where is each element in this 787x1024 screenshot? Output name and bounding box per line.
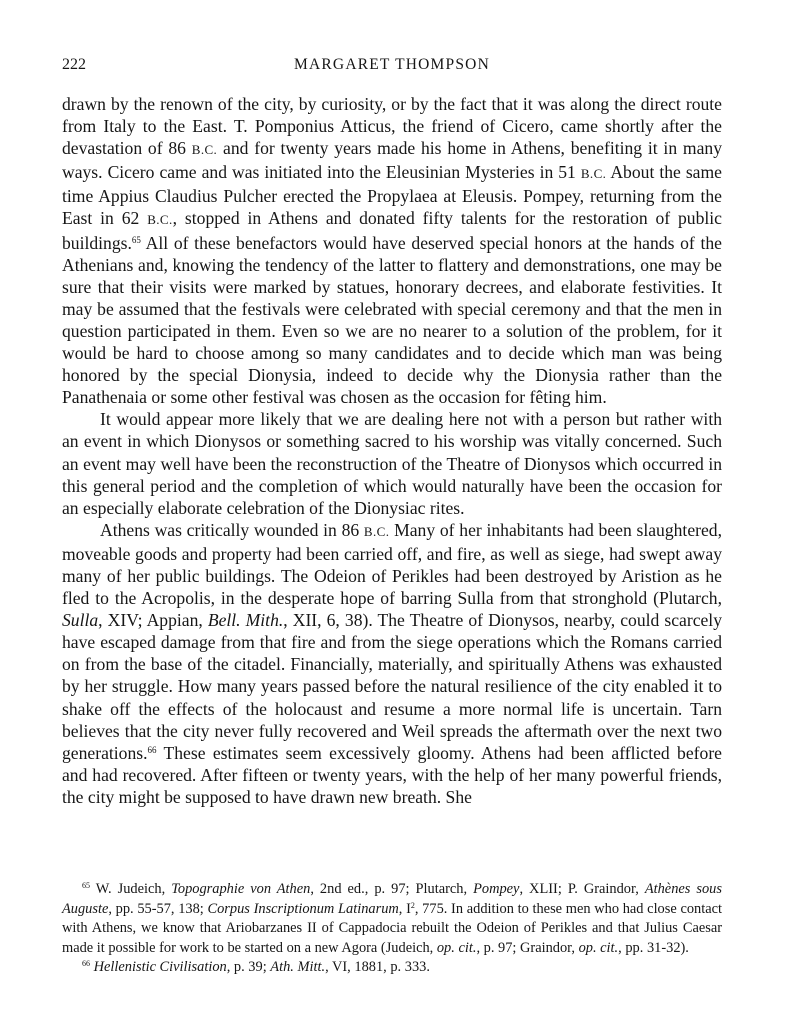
paragraph-1 [62, 93, 722, 408]
citation-title: Pompey [473, 881, 520, 897]
footnote-number: 66 [82, 959, 90, 968]
text-span: , XIV; Appian, [98, 610, 208, 631]
era-abbrev: B.C. [580, 166, 607, 182]
citation-title: op. cit. [436, 939, 477, 956]
text-span: All of these benefactors would have deserved special honors at the hands of the Athenians and, knowing the tendency of the latter to flattery and demonstrations, one may be sure that their visits were marked by statues, honorary decrees, and elaborate festivities. It may be assumed that the festivals were celebrated with special ceremony and that the men in question participated in them. Even so we are no nearer to a solution of the problem, for it would be hard to choose among so many candidates and to decide which man was being honored by the special Dionysia, indeed to decide why the Dionysia rather than the Panathenaia or some other festival was chosen as the occasion for fêting him. [62, 232, 722, 408]
text-span: drawn by the renown of the city, by curiosity, or by the fact that it was along the direct route from Italy to the East. T. Pomponius Atticus, the friend of Cicero, came shortly after the devastation of 86 [62, 94, 722, 159]
citation-title: Topographie von Athen [171, 881, 311, 897]
text-span: , 2nd ed., p. 97; Plutarch, [310, 881, 474, 897]
citation-title: Bell. Mith. [207, 610, 284, 631]
paragraph-2: It would appear more likely that we are dealing here not with a person but rather with an event in which Dionysos or something sacred to his worship was vitally concerned. Such an event may well have been the reconstruction of the Theatre of Dionysos which occurred in this general period and the completion of which would naturally have been the occasion for an especially elaborate celebration of the Dionysiac rites. [62, 409, 722, 518]
running-head: MARGARET THOMPSON [294, 56, 490, 73]
text-span: Athens was critically wounded in 86 [100, 519, 364, 540]
citation-title: Corpus Inscriptionum Latinarum [207, 900, 399, 917]
citation-title: Hellenistic Civilisation [93, 959, 227, 975]
citation-title: Ath. Mitt. [270, 959, 326, 975]
footnote-65 [62, 880, 722, 958]
footnote-ref-65[interactable]: 65 [131, 234, 141, 245]
citation-title: Sulla [62, 610, 99, 631]
era-abbrev: B.C. [363, 523, 390, 539]
paragraph-3 [62, 519, 722, 808]
text-span: , I [398, 900, 411, 917]
text-span: Many of her inhabitants had been slaughtered, moveable goods and property had been carried off, and fire, as well as siege, had swept away many of her public buildings. The Odeion of Perikles had been destroyed by Aristion as he fled to the Acropolis, in the desperate hope of barring Sulla from that stronghold (Plutarch, [62, 519, 722, 609]
text-span: , 775. In addition to these men who had close contact with Athens, we know that Ariobarzanes II of Cappadocia rebuilt the Odeion of Perikles and that Julius Caesar made it possible for work to be started on a new Agora (Judeich, [62, 900, 722, 956]
text-span: , XII, 6, 38). The Theatre of Dionysos, nearby, could scarcely have escaped damage from that fire and from the siege operations which the Romans carried on from the base of the citadel. Financially, materially, and spiritually Athens was exhausted by her struggle. How many years passed before the natural resilience of the city enabled it to shake off the effects of the holocaust and resume a more normal life is uncertain. Tarn believes that the city never fully recovered and Weil spreads the aftermath over the next two generations. [62, 610, 722, 763]
footnote-66 [62, 958, 722, 978]
text-span: , pp. 55-57, 138; [108, 900, 208, 917]
superscript: 2 [410, 900, 415, 910]
era-abbrev: B.C. [191, 142, 218, 158]
text-span: , XLII; P. Graindor, [519, 881, 645, 897]
text-span: , stopped in Athens and donated fifty talents for the restoration of public buildings. [62, 208, 722, 253]
text-span: About the same time Appius Claudius Pulcher erected the Propylaea at Eleusis. Pompey, returning from the East in 62 [62, 162, 722, 229]
era-abbrev: B.C. [147, 212, 173, 228]
text-span: , pp. 31-32). [618, 939, 689, 956]
citation-title: op. cit. [578, 939, 619, 956]
body-text [62, 93, 722, 808]
text-span: and for twenty years made his home in Athens, benefiting it in many ways. Cicero came and was initiated into the Eleusinian Mysteries in 51 [62, 138, 723, 183]
text-span: These estimates seem excessively gloomy. Athens had been afflicted before and had recovered. After fifteen or twenty years, with the help of her many powerful friends, the city might be supposed to have drawn new breath. She [62, 742, 722, 807]
footnote-number: 65 [82, 881, 90, 890]
text-span: , p. 97; Graindor, [476, 939, 579, 956]
page-number: 222 [62, 56, 86, 73]
text-span: W. Judeich, [90, 881, 172, 897]
text-span: , p. 39; [226, 959, 271, 975]
footnote-ref-66[interactable]: 66 [147, 744, 157, 755]
citation-title: Athènes sous Auguste [62, 881, 722, 917]
page-header [62, 56, 722, 84]
text-span: , VI, 1881, p. 333. [325, 959, 430, 975]
footnotes [62, 880, 722, 978]
